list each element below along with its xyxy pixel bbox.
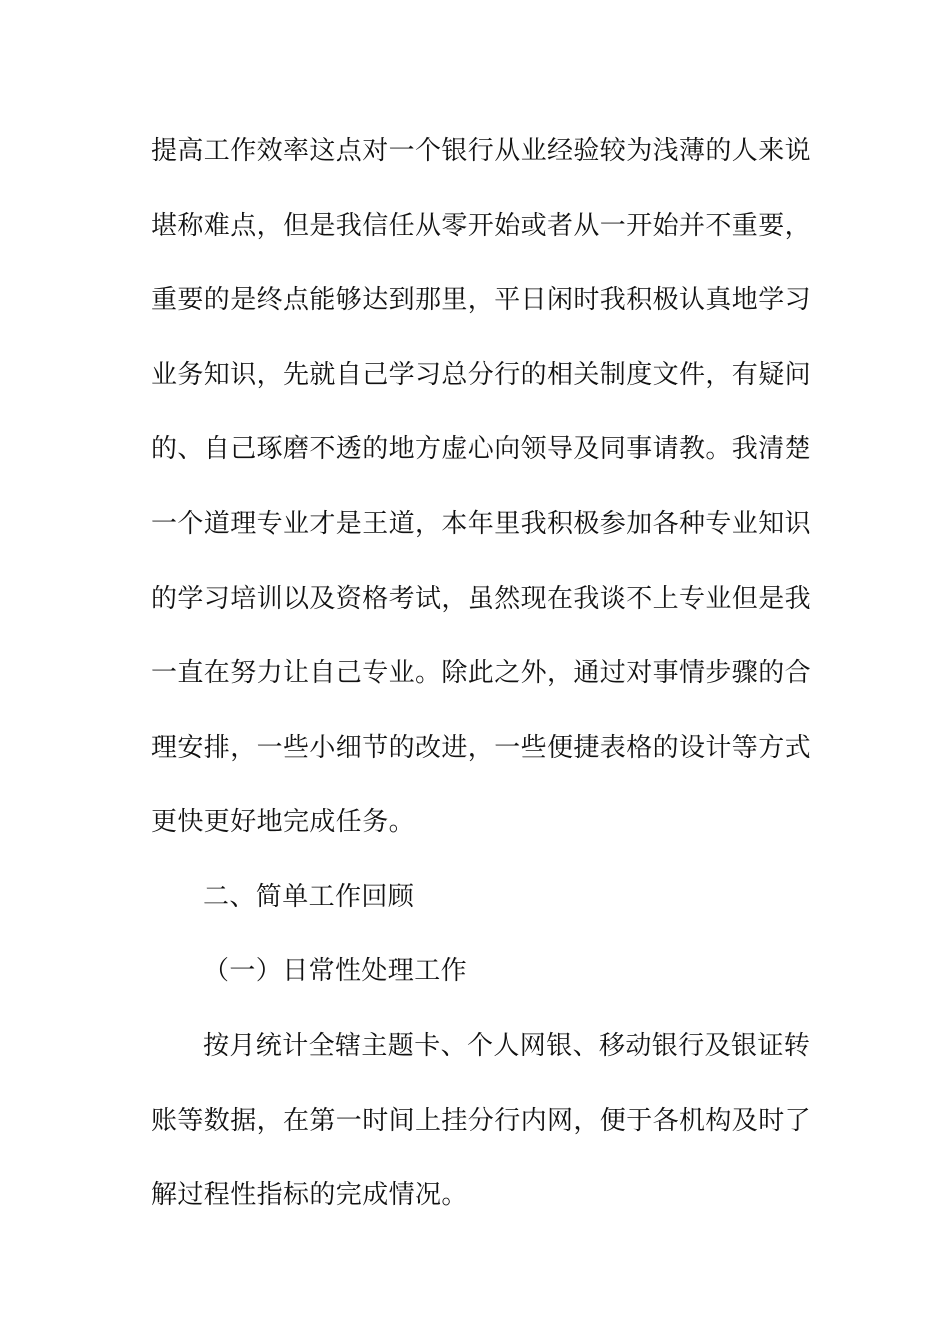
paragraph-line: 一个道理专业才是王道，本年里我积极参加各种专业知识: [151, 509, 812, 539]
paragraph-line: 的、自己琢磨不透的地方虚心向领导及同事请教。我清楚: [151, 434, 812, 464]
paragraph-line: 解过程性指标的完成情况。: [151, 1180, 468, 1210]
paragraph-line: 业务知识，先就自己学习总分行的相关制度文件，有疑问: [151, 360, 812, 390]
paragraph-line: 理安排，一些小细节的改进，一些便捷表格的设计等方式: [151, 733, 812, 763]
paragraph-line: 按月统计全辖主题卡、个人网银、移动银行及银证转: [203, 1031, 811, 1061]
paragraph-line: 的学习培训以及资格考试，虽然现在我谈不上专业但是我: [151, 584, 812, 614]
subsection-heading: （一）日常性处理工作: [203, 956, 468, 986]
paragraph-line: 提高工作效率这点对一个银行从业经验较为浅薄的人来说: [151, 136, 812, 166]
paragraph-line: 更快更好地完成任务。: [151, 807, 416, 837]
section-heading: 二、简单工作回顾: [203, 882, 415, 912]
paragraph-line: 一直在努力让自己专业。除此之外，通过对事情步骤的合: [151, 658, 812, 688]
paragraph-line: 重要的是终点能够达到那里，平日闲时我积极认真地学习: [151, 285, 812, 315]
paragraph-line: 堪称难点，但是我信任从零开始或者从一开始并不重要，: [151, 211, 812, 241]
paragraph-line: 账等数据，在第一时间上挂分行内网，便于各机构及时了: [151, 1106, 812, 1136]
